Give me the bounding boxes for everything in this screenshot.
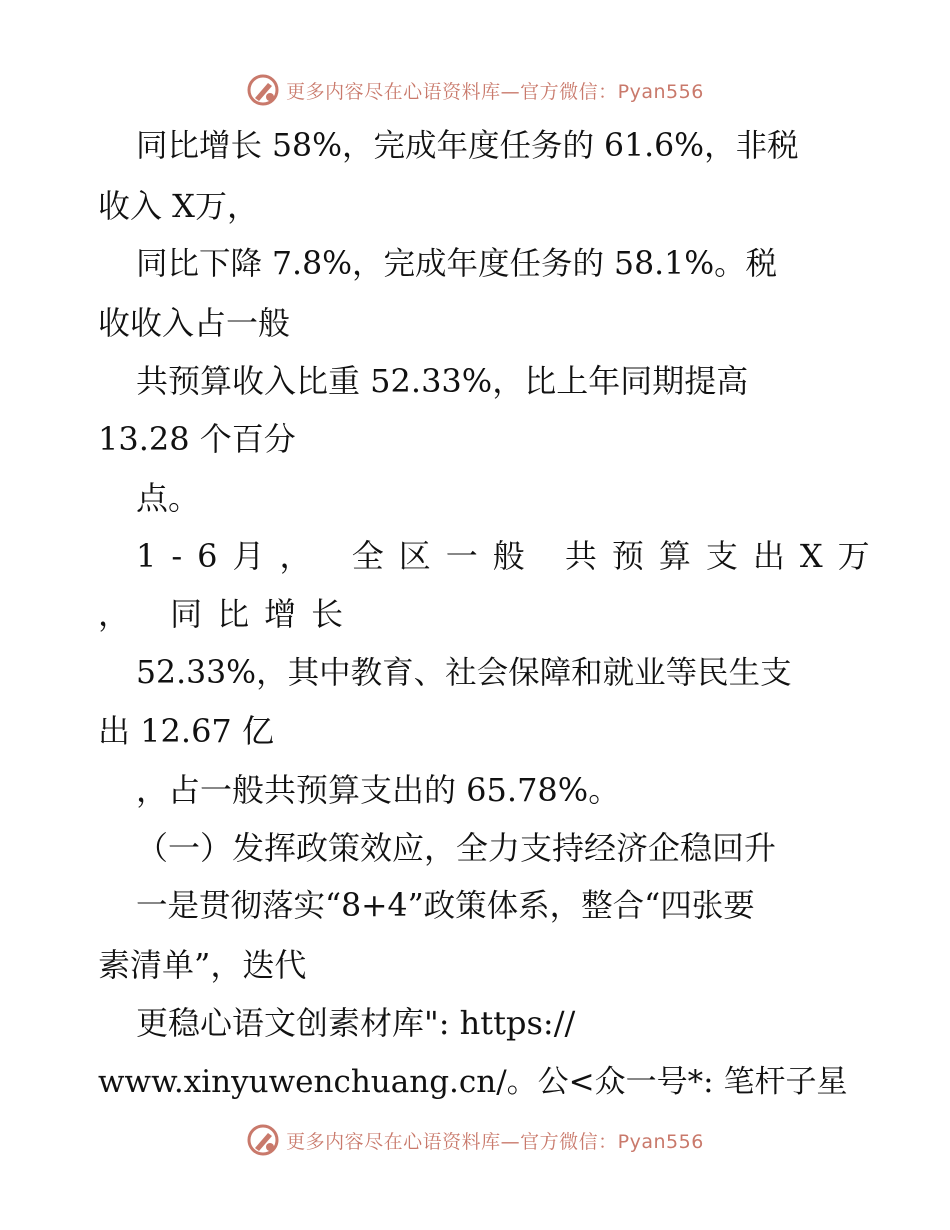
text-line-15: 素清单”，迭代 <box>98 946 307 984</box>
text-line-11: 出 12.67 亿 <box>98 712 274 750</box>
text-line-8: 1-6月， 全区一般 共预算支出X万 <box>136 537 885 575</box>
text-line-10: 52.33%，其中教育、社会保障和就业等民生支 <box>136 655 792 691</box>
text-line-17: www.xinyuwenchuang.cn/。公<众一号*: 笔杆子星 <box>98 1064 848 1100</box>
text-line-1: 同比增长 58%，完成年度任务的 61.6%，非税 <box>136 128 799 164</box>
footer-watermark-banner <box>0 1120 950 1160</box>
text-line-2: 收入 X万， <box>98 187 259 225</box>
text-line-3: 同比下降 7.8%，完成年度任务的 58.1%。税 <box>136 246 778 282</box>
text-line-4: 收收入占一般 <box>98 304 291 342</box>
header-watermark-banner <box>0 70 950 110</box>
watermark-text: 更多内容尽在心语资料库—官方微信：Pyan556 <box>286 80 704 103</box>
text-line-7: 点。 <box>136 479 201 517</box>
text-line-6: 13.28 个百分 <box>98 420 296 458</box>
section-heading: （一）发挥政策效应，全力支持经济企稳回升 <box>136 829 777 867</box>
text-line-14: 一是贯彻落实“8+4”政策体系，整合“四张要 <box>136 888 755 924</box>
pen-logo-icon <box>246 73 280 107</box>
text-line-9: ， 同比增长 <box>98 595 359 633</box>
watermark-text: 更多内容尽在心语资料库—官方微信：Pyan556 <box>286 1130 704 1153</box>
text-line-16: 更稳心语文创素材库": https:// <box>136 1004 576 1042</box>
text-line-5: 共预算收入比重 52.33%，比上年同期提高 <box>136 362 749 400</box>
pen-logo-icon <box>246 1123 280 1157</box>
text-line-12: ，占一般共预算支出的 65.78%。 <box>136 771 621 809</box>
